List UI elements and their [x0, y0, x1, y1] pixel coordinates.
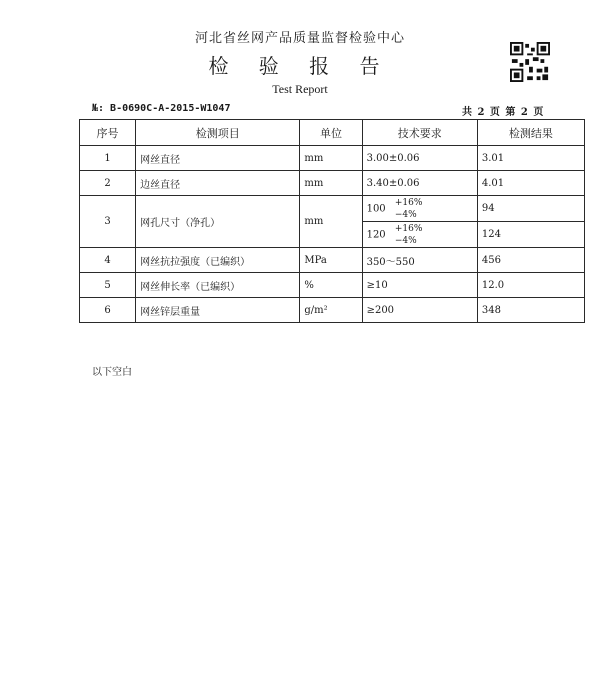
row-item: 网孔尺寸（净孔）: [136, 196, 300, 248]
tolerance-plus: +16%: [394, 223, 423, 234]
header-result: 检测结果: [477, 120, 584, 146]
row-result: 456: [477, 248, 584, 273]
row-no: 6: [80, 298, 136, 323]
row-item: 网丝直径: [136, 146, 300, 171]
table-row: [80, 171, 585, 196]
row-no: 5: [80, 273, 136, 298]
row-item: 网丝抗拉强度（已编织）: [136, 248, 300, 273]
table-header-row: [80, 120, 585, 146]
header-item: 检测项目: [136, 120, 300, 146]
row-no: 2: [80, 171, 136, 196]
row-item: 边丝直径: [136, 171, 300, 196]
header-no: 序号: [80, 120, 136, 146]
table-row: [80, 146, 585, 171]
row-requirement: [362, 222, 477, 248]
requirement-base: 100: [366, 203, 386, 214]
row-unit: mm: [300, 171, 362, 196]
row-result: 94: [477, 196, 584, 222]
row-result: 12.0: [477, 273, 584, 298]
table-row: [80, 196, 585, 222]
row-unit: mm: [300, 146, 362, 171]
report-subtitle: Test Report: [272, 82, 328, 96]
tolerance-minus: −4%: [394, 209, 417, 220]
row-item: 网丝锌层重量: [136, 298, 300, 323]
organization-name: 河北省丝网产品质量监督检验中心: [194, 31, 405, 46]
requirement-base: 120: [366, 229, 386, 240]
report-number: №: B-0690C-A-2015-W1047: [92, 103, 231, 114]
row-unit: %: [300, 273, 362, 298]
row-unit: g/m²: [300, 298, 362, 323]
table-row: [80, 248, 585, 273]
qr-code-icon: [510, 42, 550, 82]
table-row: [80, 298, 585, 323]
row-result: 348: [477, 298, 584, 323]
tolerance-minus: −4%: [394, 235, 417, 246]
row-requirement: 350～550: [362, 248, 477, 273]
row-requirement: [362, 196, 477, 222]
row-no: 4: [80, 248, 136, 273]
row-item: 网丝伸长率（已编织）: [136, 273, 300, 298]
row-requirement: 3.40±0.06: [362, 171, 477, 196]
row-unit: mm: [300, 196, 362, 248]
tolerance: [395, 223, 423, 247]
header-unit: 单位: [300, 120, 362, 146]
row-unit: MPa: [300, 248, 362, 273]
row-requirement: ≥200: [362, 298, 477, 323]
row-requirement: 3.00±0.06: [362, 146, 477, 171]
row-result: 124: [477, 222, 584, 248]
row-requirement: ≥10: [362, 273, 477, 298]
tolerance: [395, 197, 423, 221]
row-result: 3.01: [477, 146, 584, 171]
test-results-table: [79, 119, 585, 323]
row-no: 1: [80, 146, 136, 171]
row-result: 4.01: [477, 171, 584, 196]
page-count: 共 2 页 第 2 页: [462, 107, 545, 118]
header-requirement: 技术要求: [362, 120, 477, 146]
table-row: [80, 273, 585, 298]
end-of-content-note: 以下空白: [92, 367, 132, 378]
report-title: 检 验 报 告: [208, 54, 392, 78]
row-no: 3: [80, 196, 136, 248]
tolerance-plus: +16%: [394, 197, 423, 208]
